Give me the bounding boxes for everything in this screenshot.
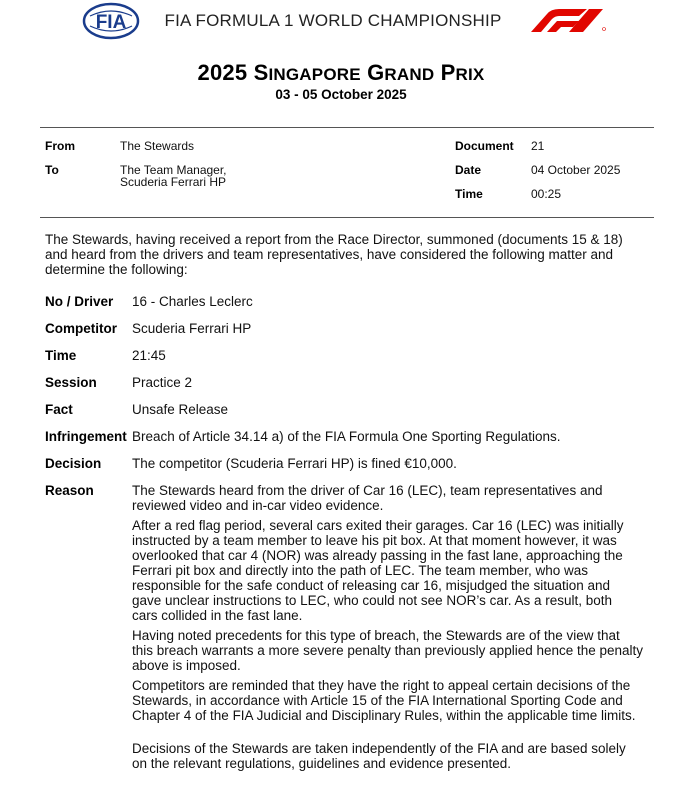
- time-label: Time: [455, 187, 483, 201]
- date-label: Date: [455, 163, 482, 177]
- from-value: The Stewards: [120, 139, 195, 153]
- incident-time-value: 21:45: [132, 348, 166, 363]
- competitor-label: Competitor: [45, 321, 117, 336]
- reason-label: Reason: [45, 483, 94, 498]
- to-value-line2: Scuderia Ferrari HP: [120, 175, 227, 189]
- document-label: Document: [455, 139, 514, 153]
- decision-label: Decision: [45, 456, 102, 471]
- from-label: From: [45, 139, 75, 153]
- independence-paragraph: Decisions of the Stewards are taken independently of the FIA and are based solely on the relevant regulations, guidelines and evidence presented.: [132, 741, 626, 771]
- to-label: To: [45, 163, 59, 177]
- date-value: 04 October 2025: [531, 163, 621, 177]
- time-value: 00:25: [531, 187, 562, 201]
- driver-value: 16 - Charles Leclerc: [132, 294, 253, 309]
- driver-label: No / Driver: [45, 294, 114, 309]
- bottom-divider: [40, 217, 654, 218]
- appeal-paragraph: Competitors are reminded that they have the right to appeal certain decisions of the Stewards, in accordance with Article 15 of the FIA International Sporting Code and Chapter 4 of the FIA Judicial and Disciplinary Rules, within the applicable time limits.: [132, 678, 636, 723]
- document-value: 21: [531, 139, 545, 153]
- reason-paragraph-3: Having noted precedents for this type of breach, the Stewards are of the view that this breach warrants a more severe penalty than previously applied hence the penalty above is imposed.: [132, 628, 644, 673]
- reason-paragraph-2: After a red flag period, several cars exited their garages. Car 16 (LEC) was initially instructed by a team member to leave his pit box. At that moment however, it was overlooked that car 4 (NOR) was already passing in the fast lane, approaching the Ferrari pit box and directly into the path of LEC. The team member, who was responsible for the safe conduct of releasing car 16, misjudged the situation and gave unclear instructions to LEC, who could not see NOR’s car. As a result, both cars collided in the fast lane.: [132, 518, 624, 623]
- event-title: 2025 SINGAPORE GRAND PRIX: [197, 60, 485, 85]
- infringement-value: Breach of Article 34.14 a) of the FIA Formula One Sporting Regulations.: [132, 429, 561, 444]
- incident-time-label: Time: [45, 348, 77, 363]
- f1-logo-icon: [525, 8, 609, 32]
- decision-value: The competitor (Scuderia Ferrari HP) is fined €10,000.: [132, 456, 457, 471]
- session-value: Practice 2: [132, 375, 193, 390]
- event-dates: 03 - 05 October 2025: [275, 87, 407, 102]
- reason-paragraph-1: The Stewards heard from the driver of Car 16 (LEC), team representatives and reviewed video and in-car video evidence.: [132, 483, 603, 513]
- championship-text: FIA FORMULA 1 WORLD CHAMPIONSHIP: [164, 11, 502, 30]
- intro-paragraph: The Stewards, having received a report from the Race Director, summoned (documents 15 & 18) and heard from the drivers and team representatives, have considered the following matter and determine the following:: [45, 232, 623, 277]
- competitor-value: Scuderia Ferrari HP: [132, 321, 252, 336]
- top-divider: [40, 127, 654, 128]
- fact-value: Unsafe Release: [132, 402, 229, 417]
- fact-label: Fact: [45, 402, 73, 417]
- infringement-label: Infringement: [45, 429, 127, 444]
- session-label: Session: [45, 375, 97, 390]
- fia-logo-text: FIA: [95, 12, 127, 33]
- to-value-line1: The Team Manager,: [120, 163, 227, 177]
